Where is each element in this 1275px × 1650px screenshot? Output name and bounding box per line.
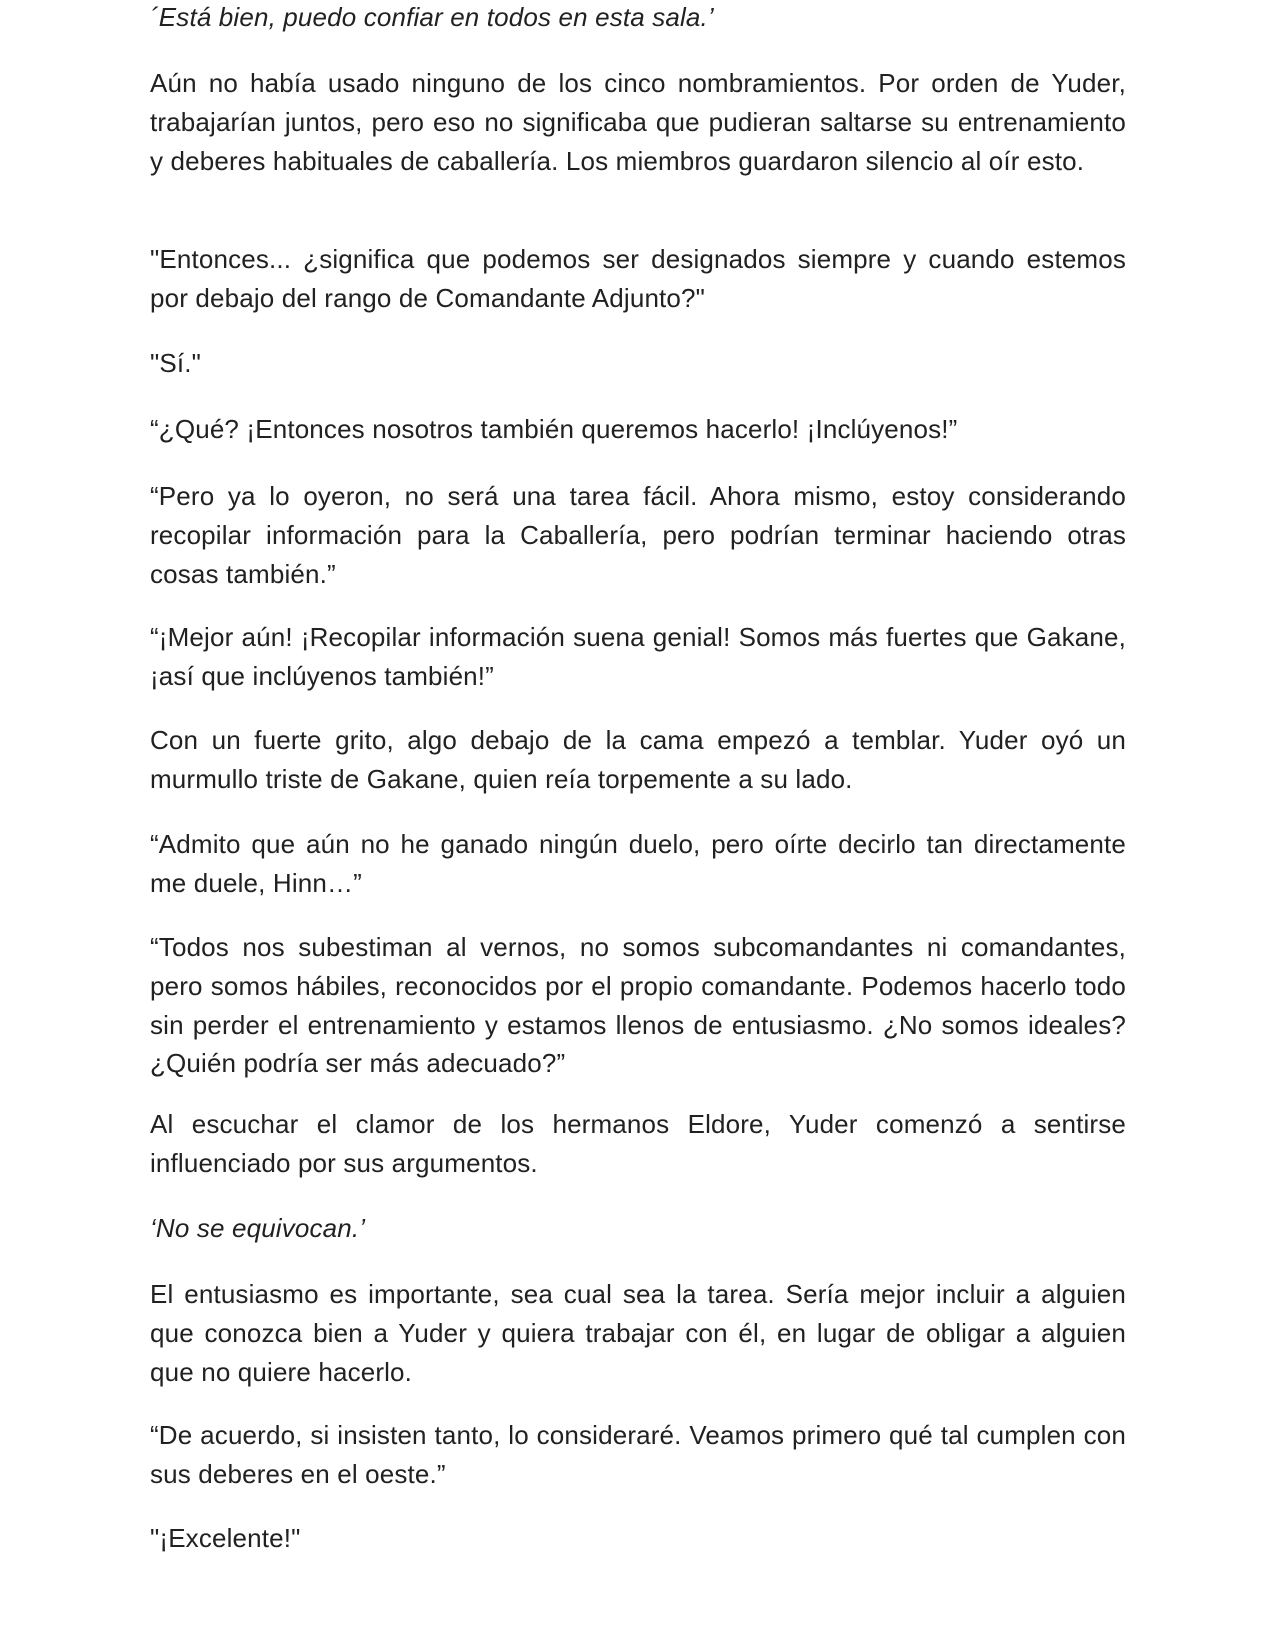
paragraph-thought-1: ´Está bien, puedo confiar en todos en esta sala.’ xyxy=(150,2,714,32)
paragraph-dialogue-8: “De acuerdo, si insisten tanto, lo consideraré. Veamos primero qué tal cumplen con sus deberes en el oeste.” xyxy=(150,1420,1126,1489)
paragraph-narration-3: Al escuchar el clamor de los hermanos Eldore, Yuder comenzó a sentirse influenciado por sus argumentos. xyxy=(150,1109,1126,1178)
paragraph-thought-2: ‘No se equivocan.’ xyxy=(150,1213,366,1243)
paragraph-dialogue-6: “Admito que aún no he ganado ningún duelo, pero oírte decirlo tan directamente me duele, Hinn…” xyxy=(150,829,1126,898)
paragraph-narration-1: Aún no había usado ninguno de los cinco nombramientos. Por orden de Yuder, trabajarían juntos, pero eso no significaba que pudieran saltarse su entrenamiento y deberes habituales de caballería. Los miembros guardaron silencio al oír esto. xyxy=(150,68,1126,176)
paragraph-dialogue-1: "Entonces... ¿significa que podemos ser designados siempre y cuando estemos por debajo del rango de Comandante Adjunto?" xyxy=(150,244,1126,313)
paragraph-dialogue-9: "¡Excelente!" xyxy=(150,1523,301,1553)
paragraph-dialogue-4: “Pero ya lo oyeron, no será una tarea fácil. Ahora mismo, estoy considerando recopilar información para la Caballería, pero podrían terminar haciendo otras cosas también.” xyxy=(150,481,1126,589)
paragraph-dialogue-2: "Sí." xyxy=(150,348,201,378)
paragraph-dialogue-5: “¡Mejor aún! ¡Recopilar información suena genial! Somos más fuertes que Gakane, ¡así que inclúyenos también!” xyxy=(150,622,1126,691)
paragraph-narration-2: Con un fuerte grito, algo debajo de la cama empezó a temblar. Yuder oyó un murmullo triste de Gakane, quien reía torpemente a su lado. xyxy=(150,725,1126,794)
paragraph-narration-4: El entusiasmo es importante, sea cual sea la tarea. Sería mejor incluir a alguien que conozca bien a Yuder y quiera trabajar con él, en lugar de obligar a alguien que no quiere hacerlo. xyxy=(150,1279,1126,1387)
paragraph-dialogue-7: “Todos nos subestiman al vernos, no somos subcomandantes ni comandantes, pero somos hábiles, reconocidos por el propio comandante. Podemos hacerlo todo sin perder el entrenamiento y estamos llenos de entusiasmo. ¿No somos ideales? ¿Quién podría ser más adecuado?” xyxy=(150,932,1126,1079)
paragraph-dialogue-3: “¿Qué? ¡Entonces nosotros también queremos hacerlo! ¡Inclúyenos!” xyxy=(150,414,958,444)
